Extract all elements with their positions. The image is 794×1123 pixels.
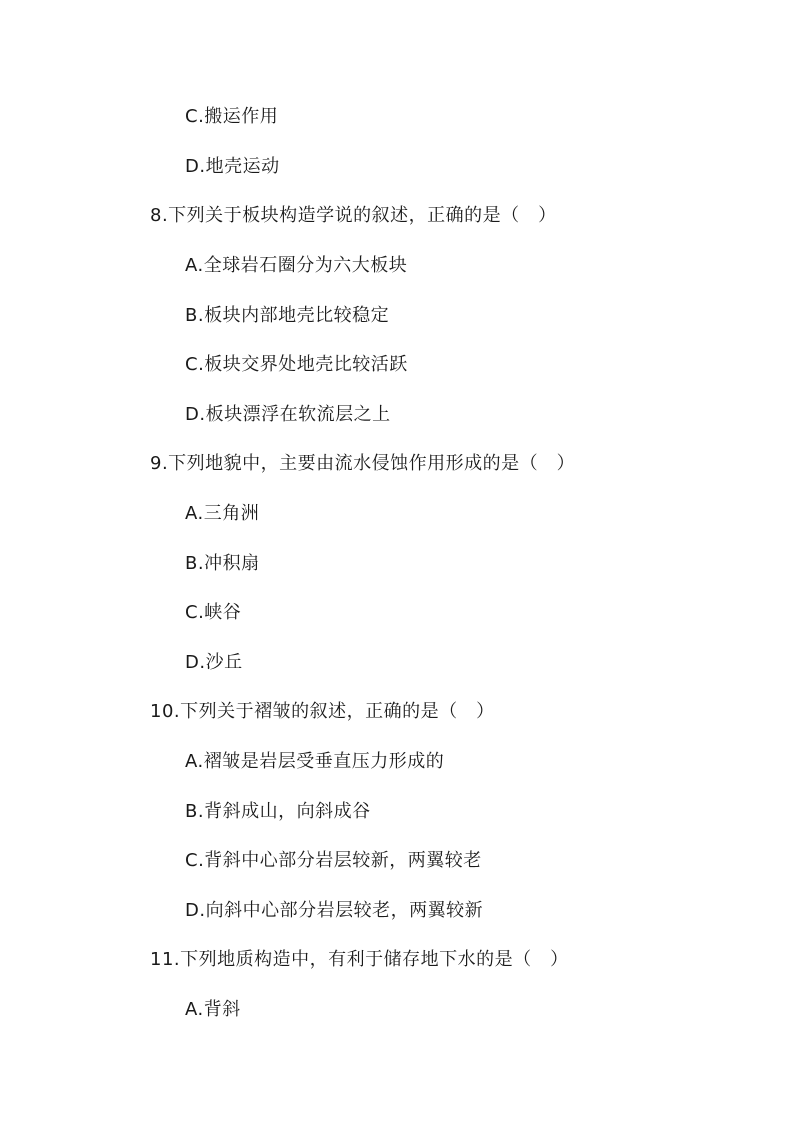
option-line: B.板块内部地壳比较稳定 <box>185 305 390 326</box>
option-line: D.地壳运动 <box>185 156 280 177</box>
option-line: C.背斜中心部分岩层较新，两翼较老 <box>185 850 482 871</box>
question-line: 10.下列关于褶皱的叙述，正确的是（ ） <box>150 701 495 722</box>
option-line: B.背斜成山，向斜成谷 <box>185 801 371 822</box>
option-line: D.向斜中心部分岩层较老，两翼较新 <box>185 900 484 921</box>
question-line: 11.下列地质构造中，有利于储存地下水的是（ ） <box>150 949 569 970</box>
option-line: C.板块交界处地壳比较活跃 <box>185 354 408 375</box>
option-line: A.褶皱是岩层受垂直压力形成的 <box>185 751 445 772</box>
option-line: D.沙丘 <box>185 652 243 673</box>
option-line: C.峡谷 <box>185 602 242 623</box>
question-line: 9.下列地貌中，主要由流水侵蚀作用形成的是（ ） <box>150 453 576 474</box>
option-line: A.三角洲 <box>185 503 260 524</box>
option-line: A.背斜 <box>185 999 241 1020</box>
option-line: A.全球岩石圈分为六大板块 <box>185 255 408 276</box>
question-line: 8.下列关于板块构造学说的叙述，正确的是（ ） <box>150 205 557 226</box>
option-line: C.搬运作用 <box>185 106 279 127</box>
option-line: B.冲积扇 <box>185 553 260 574</box>
option-line: D.板块漂浮在软流层之上 <box>185 404 391 425</box>
